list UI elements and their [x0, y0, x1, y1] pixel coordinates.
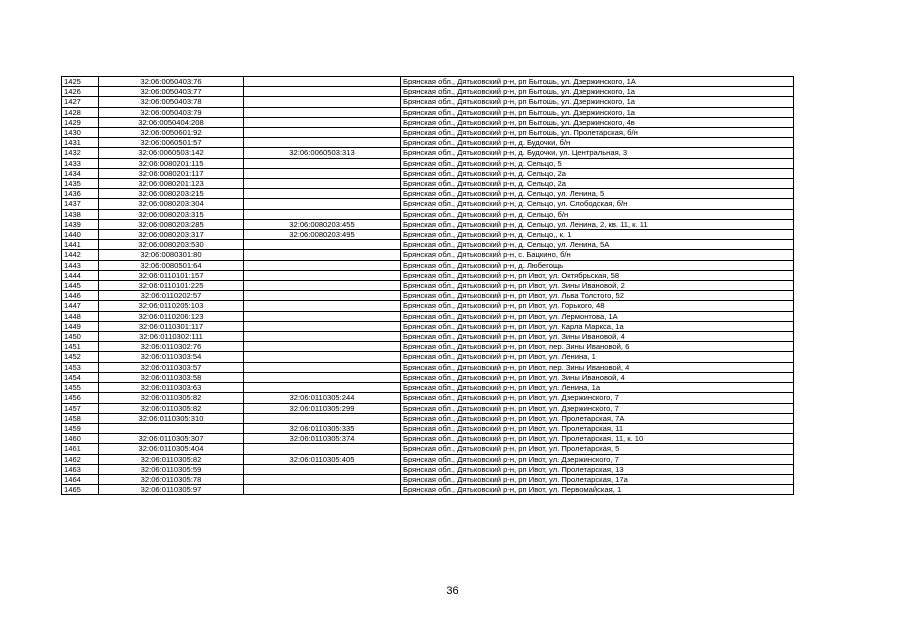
table-row: [62, 168, 794, 178]
row-number-cell: 1440: [62, 230, 99, 240]
table-row: [62, 189, 794, 199]
row-number-cell: 1460: [62, 434, 99, 444]
linked-cadastral-number-cell: [244, 342, 401, 352]
table-row: [62, 423, 794, 433]
address-cell: Брянская обл., Дятьковский р-н, рп Ивот, ул. Лермонтова, 1А: [401, 311, 794, 321]
row-number-cell: 1432: [62, 148, 99, 158]
row-number-cell: 1425: [62, 77, 99, 87]
row-number-cell: 1450: [62, 332, 99, 342]
cadastral-number-cell: 32:06:0050403:77: [99, 87, 244, 97]
address-cell: Брянская обл., Дятьковский р-н, рп Ивот, ул. Зины Ивановой, 4: [401, 332, 794, 342]
linked-cadastral-number-cell: [244, 209, 401, 219]
address-cell: Брянская обл., Дятьковский р-н, рп Ивот, ул. Пролетарская, 17а: [401, 474, 794, 484]
row-number-cell: 1446: [62, 291, 99, 301]
row-number-cell: 1436: [62, 189, 99, 199]
page-number: 36: [446, 585, 459, 597]
linked-cadastral-number-cell: [244, 168, 401, 178]
linked-cadastral-number-cell: [244, 179, 401, 189]
row-number-cell: 1435: [62, 179, 99, 189]
cadastral-number-cell: 32:06:0110305:307: [99, 434, 244, 444]
table-row: [62, 281, 794, 291]
address-cell: Брянская обл., Дятьковский р-н, рп Ивот, ул. Дзержинского, 7: [401, 454, 794, 464]
row-number-cell: 1426: [62, 87, 99, 97]
address-cell: Брянская обл., Дятьковский р-н, д. Любегощь: [401, 260, 794, 270]
table-row: [62, 240, 794, 250]
table-row: [62, 117, 794, 127]
table-row: [62, 474, 794, 484]
address-cell: Брянская обл., Дятьковский р-н, рп Ивот, ул. Пролетарская, 11, к. 10: [401, 434, 794, 444]
table-row: [62, 352, 794, 362]
table-row: [62, 485, 794, 495]
address-cell: Брянская обл., Дятьковский р-н, д. Сельцо, 2а: [401, 168, 794, 178]
linked-cadastral-number-cell: 32:06:0110305:299: [244, 403, 401, 413]
linked-cadastral-number-cell: [244, 413, 401, 423]
linked-cadastral-number-cell: [244, 332, 401, 342]
linked-cadastral-number-cell: [244, 199, 401, 209]
table-row: [62, 342, 794, 352]
linked-cadastral-number-cell: [244, 311, 401, 321]
row-number-cell: 1452: [62, 352, 99, 362]
linked-cadastral-number-cell: [244, 444, 401, 454]
linked-cadastral-number-cell: [244, 260, 401, 270]
cadastral-number-cell: 32:06:0110302:76: [99, 342, 244, 352]
address-cell: Брянская обл., Дятьковский р-н, д. Сельцо, 5: [401, 158, 794, 168]
row-number-cell: 1447: [62, 301, 99, 311]
table-row: [62, 77, 794, 87]
cadastral-number-cell: 32:06:0110202:57: [99, 291, 244, 301]
address-cell: Брянская обл., Дятьковский р-н, рп Ивот, ул. Пролетарская, 11: [401, 423, 794, 433]
table-row: [62, 413, 794, 423]
cadastral-number-cell: 32:06:0080203:215: [99, 189, 244, 199]
row-number-cell: 1443: [62, 260, 99, 270]
address-cell: Брянская обл., Дятьковский р-н, д. Будочки, б/н: [401, 138, 794, 148]
table-row: [62, 128, 794, 138]
table-row: [62, 219, 794, 229]
table-row: [62, 403, 794, 413]
row-number-cell: 1442: [62, 250, 99, 260]
linked-cadastral-number-cell: [244, 240, 401, 250]
address-cell: Брянская обл., Дятьковский р-н, д. Сельцо, б/н: [401, 209, 794, 219]
linked-cadastral-number-cell: [244, 301, 401, 311]
table-row: [62, 362, 794, 372]
cadastral-number-cell: 32:06:0050403:78: [99, 97, 244, 107]
row-number-cell: 1444: [62, 270, 99, 280]
cadastral-number-cell: 32:06:0050403:76: [99, 77, 244, 87]
row-number-cell: 1459: [62, 423, 99, 433]
row-number-cell: 1465: [62, 485, 99, 495]
table-row: [62, 87, 794, 97]
address-cell: Брянская обл., Дятьковский р-н, рп Ивот, ул. Зины Ивановой, 4: [401, 372, 794, 382]
linked-cadastral-number-cell: [244, 474, 401, 484]
linked-cadastral-number-cell: [244, 362, 401, 372]
table-row: [62, 270, 794, 280]
row-number-cell: 1463: [62, 464, 99, 474]
cadastral-number-cell: 32:06:0110303:54: [99, 352, 244, 362]
cadastral-number-cell: 32:06:0110305:78: [99, 474, 244, 484]
cadastral-number-cell: 32:06:0080203:315: [99, 209, 244, 219]
address-cell: Брянская обл., Дятьковский р-н, рп Ивот, ул. Пролетарская, 13: [401, 464, 794, 474]
table-row: [62, 209, 794, 219]
row-number-cell: 1453: [62, 362, 99, 372]
table-row: [62, 250, 794, 260]
row-number-cell: 1451: [62, 342, 99, 352]
address-cell: Брянская обл., Дятьковский р-н, д. Будочки, ул. Центральная, 3: [401, 148, 794, 158]
row-number-cell: 1456: [62, 393, 99, 403]
cadastral-number-cell: 32:06:0110303:58: [99, 372, 244, 382]
row-number-cell: 1445: [62, 281, 99, 291]
address-cell: Брянская обл., Дятьковский р-н, д. Сельцо, ул. Слободская, б/н: [401, 199, 794, 209]
row-number-cell: 1439: [62, 219, 99, 229]
address-cell: Брянская обл., Дятьковский р-н, рп Ивот, ул. Ленина, 1: [401, 352, 794, 362]
row-number-cell: 1464: [62, 474, 99, 484]
table-row: [62, 311, 794, 321]
row-number-cell: 1462: [62, 454, 99, 464]
row-number-cell: 1455: [62, 383, 99, 393]
linked-cadastral-number-cell: 32:06:0110305:405: [244, 454, 401, 464]
cadastral-number-cell: 32:06:0110101:157: [99, 270, 244, 280]
cadastral-number-cell: 32:06:0110305:82: [99, 454, 244, 464]
linked-cadastral-number-cell: [244, 270, 401, 280]
row-number-cell: 1441: [62, 240, 99, 250]
property-register-table: [61, 76, 794, 495]
row-number-cell: 1457: [62, 403, 99, 413]
linked-cadastral-number-cell: [244, 321, 401, 331]
cadastral-number-cell: 32:06:0110303:63: [99, 383, 244, 393]
linked-cadastral-number-cell: 32:06:0080203:495: [244, 230, 401, 240]
address-cell: Брянская обл., Дятьковский р-н, рп Бытошь, ул. Дзержинского, 1А: [401, 77, 794, 87]
table-row: [62, 148, 794, 158]
table-row: [62, 383, 794, 393]
cadastral-number-cell: 32:06:0110305:97: [99, 485, 244, 495]
linked-cadastral-number-cell: [244, 87, 401, 97]
table-row: [62, 321, 794, 331]
linked-cadastral-number-cell: [244, 383, 401, 393]
linked-cadastral-number-cell: [244, 117, 401, 127]
register-table-body: [62, 77, 794, 495]
address-cell: Брянская обл., Дятьковский р-н, рп Ивот, пер. Зины Ивановой, 4: [401, 362, 794, 372]
linked-cadastral-number-cell: [244, 485, 401, 495]
cadastral-number-cell: 32:06:0060503:142: [99, 148, 244, 158]
address-cell: Брянская обл., Дятьковский р-н, рп Ивот, ул. Зины Ивановой, 2: [401, 281, 794, 291]
cadastral-number-cell: 32:06:0050404:208: [99, 117, 244, 127]
cadastral-number-cell: 32:06:0110303:57: [99, 362, 244, 372]
address-cell: Брянская обл., Дятьковский р-н, рп Бытошь, ул. Дзержинского, 1а: [401, 107, 794, 117]
address-cell: Брянская обл., Дятьковский р-н, рп Бытошь, ул. Дзержинского, 4в: [401, 117, 794, 127]
address-cell: Брянская обл., Дятьковский р-н, д. Сельцо, ул. Ленина, 2, кв. 11, к. 11: [401, 219, 794, 229]
table-row: [62, 107, 794, 117]
cadastral-number-cell: 32:06:0080203:317: [99, 230, 244, 240]
linked-cadastral-number-cell: [244, 281, 401, 291]
table-row: [62, 444, 794, 454]
linked-cadastral-number-cell: [244, 128, 401, 138]
table-row: [62, 393, 794, 403]
linked-cadastral-number-cell: 32:06:0060503:313: [244, 148, 401, 158]
cadastral-number-cell: 32:06:0110305:82: [99, 403, 244, 413]
row-number-cell: 1434: [62, 168, 99, 178]
cadastral-number-cell: 32:06:0080201:123: [99, 179, 244, 189]
address-cell: Брянская обл., Дятьковский р-н, рп Ивот, пер. Зины Ивановой, 6: [401, 342, 794, 352]
row-number-cell: 1427: [62, 97, 99, 107]
cadastral-number-cell: 32:06:0110305:82: [99, 393, 244, 403]
linked-cadastral-number-cell: [244, 158, 401, 168]
linked-cadastral-number-cell: [244, 77, 401, 87]
row-number-cell: 1458: [62, 413, 99, 423]
address-cell: Брянская обл., Дятьковский р-н, рп Ивот, ул. Дзержинского, 7: [401, 393, 794, 403]
linked-cadastral-number-cell: 32:06:0080203:455: [244, 219, 401, 229]
row-number-cell: 1454: [62, 372, 99, 382]
row-number-cell: 1448: [62, 311, 99, 321]
table-row: [62, 179, 794, 189]
cadastral-number-cell: 32:06:0080501:64: [99, 260, 244, 270]
table-row: [62, 97, 794, 107]
address-cell: Брянская обл., Дятьковский р-н, рп Бытошь, ул. Пролетарская, б/н: [401, 128, 794, 138]
linked-cadastral-number-cell: [244, 291, 401, 301]
cadastral-number-cell: 32:06:0110305:310: [99, 413, 244, 423]
linked-cadastral-number-cell: [244, 372, 401, 382]
row-number-cell: 1437: [62, 199, 99, 209]
cadastral-number-cell: 32:06:0080201:115: [99, 158, 244, 168]
linked-cadastral-number-cell: 32:06:0110305:244: [244, 393, 401, 403]
table-row: [62, 158, 794, 168]
cadastral-number-cell: 32:06:0110302:111: [99, 332, 244, 342]
cadastral-number-cell: 32:06:0080203:285: [99, 219, 244, 229]
row-number-cell: 1428: [62, 107, 99, 117]
address-cell: Брянская обл., Дятьковский р-н, д. Сельцо, ул. Ленина, 5А: [401, 240, 794, 250]
address-cell: Брянская обл., Дятьковский р-н, д. Сельцо,, к. 1: [401, 230, 794, 240]
cadastral-number-cell: 32:06:0110205:103: [99, 301, 244, 311]
table-row: [62, 301, 794, 311]
cadastral-number-cell: 32:06:0050601:92: [99, 128, 244, 138]
table-row: [62, 372, 794, 382]
table-row: [62, 332, 794, 342]
table-row: [62, 199, 794, 209]
cadastral-number-cell: 32:06:0110206:123: [99, 311, 244, 321]
row-number-cell: 1438: [62, 209, 99, 219]
address-cell: Брянская обл., Дятьковский р-н, рп Ивот, ул. Горького, 48: [401, 301, 794, 311]
row-number-cell: 1433: [62, 158, 99, 168]
linked-cadastral-number-cell: 32:06:0110305:335: [244, 423, 401, 433]
cadastral-number-cell: 32:06:0080203:304: [99, 199, 244, 209]
row-number-cell: 1431: [62, 138, 99, 148]
row-number-cell: 1429: [62, 117, 99, 127]
address-cell: Брянская обл., Дятьковский р-н, д. Сельцо, ул. Ленина, 5: [401, 189, 794, 199]
address-cell: Брянская обл., Дятьковский р-н, рп Ивот, ул. Первомайская, 1: [401, 485, 794, 495]
row-number-cell: 1449: [62, 321, 99, 331]
cadastral-number-cell: 32:06:0050403:79: [99, 107, 244, 117]
cadastral-number-cell: 32:06:0080201:117: [99, 168, 244, 178]
address-cell: Брянская обл., Дятьковский р-н, рп Ивот, ул. Карла Маркса, 1а: [401, 321, 794, 331]
cadastral-number-cell: 32:06:0110101:225: [99, 281, 244, 291]
linked-cadastral-number-cell: [244, 250, 401, 260]
cadastral-number-cell: 32:06:0060501:57: [99, 138, 244, 148]
row-number-cell: 1461: [62, 444, 99, 454]
address-cell: Брянская обл., Дятьковский р-н, рп Ивот, ул. Пролетарская, 5: [401, 444, 794, 454]
address-cell: Брянская обл., Дятьковский р-н, рп Ивот, ул. Ленина, 1а: [401, 383, 794, 393]
linked-cadastral-number-cell: [244, 97, 401, 107]
cadastral-number-cell: 32:06:0110301:117: [99, 321, 244, 331]
address-cell: Брянская обл., Дятьковский р-н, д. Сельцо, 2а: [401, 179, 794, 189]
table-row: [62, 138, 794, 148]
address-cell: Брянская обл., Дятьковский р-н, рп Бытошь, ул. Дзержинского, 1а: [401, 97, 794, 107]
address-cell: Брянская обл., Дятьковский р-н, рп Ивот, ул. Дзержинского, 7: [401, 403, 794, 413]
address-cell: Брянская обл., Дятьковский р-н, с. Бацкино, б/н: [401, 250, 794, 260]
table-row: [62, 464, 794, 474]
cadastral-number-cell: [99, 423, 244, 433]
linked-cadastral-number-cell: 32:06:0110305:374: [244, 434, 401, 444]
table-row: [62, 260, 794, 270]
linked-cadastral-number-cell: [244, 352, 401, 362]
cadastral-number-cell: 32:06:0080203:530: [99, 240, 244, 250]
linked-cadastral-number-cell: [244, 107, 401, 117]
cadastral-number-cell: 32:06:0110305:59: [99, 464, 244, 474]
linked-cadastral-number-cell: [244, 464, 401, 474]
linked-cadastral-number-cell: [244, 189, 401, 199]
cadastral-number-cell: 32:06:0080301:80: [99, 250, 244, 260]
address-cell: Брянская обл., Дятьковский р-н, рп Ивот, ул. Пролетарская, 7А: [401, 413, 794, 423]
address-cell: Брянская обл., Дятьковский р-н, рп Ивот, ул. Октябрьская, 58: [401, 270, 794, 280]
table-row: [62, 434, 794, 444]
row-number-cell: 1430: [62, 128, 99, 138]
linked-cadastral-number-cell: [244, 138, 401, 148]
table-row: [62, 230, 794, 240]
cadastral-number-cell: 32:06:0110305:404: [99, 444, 244, 454]
address-cell: Брянская обл., Дятьковский р-н, рп Ивот, ул. Льва Толстого, 52: [401, 291, 794, 301]
address-cell: Брянская обл., Дятьковский р-н, рп Бытошь, ул. Дзержинского, 1а: [401, 87, 794, 97]
table-row: [62, 454, 794, 464]
table-row: [62, 291, 794, 301]
